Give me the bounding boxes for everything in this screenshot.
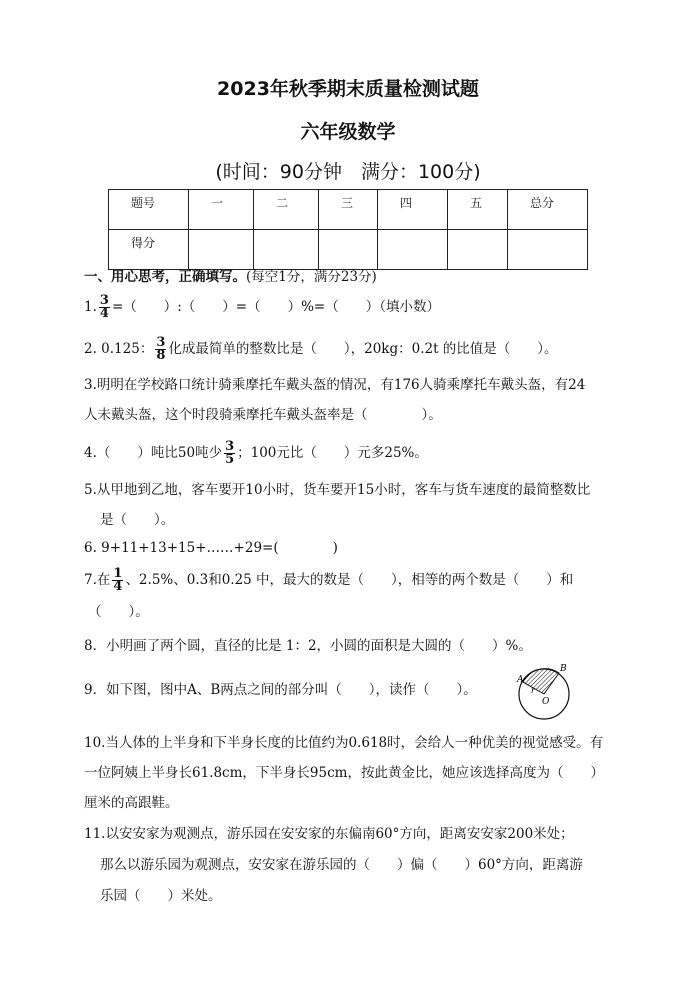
q2-prefix: 2. 0.125：	[84, 341, 154, 357]
question-3-line-2: 人未戴头盔，这个时段骑乘摩托车戴头盔率是（ ）。	[84, 407, 442, 423]
question-2	[84, 337, 558, 362]
question-10-line-1: 10.当人体的上半身和下半身长度的比值约为0.618时，会给人一种优美的视觉感受。有	[84, 735, 604, 751]
question-7	[84, 568, 573, 593]
fraction-denominator: 8	[156, 348, 166, 363]
question-3-line-1: 3.明明在学校路口统计骑乘摩托车戴头盔的情况，有176人骑乘摩托车戴头盔，有24	[84, 377, 586, 393]
question-11-line-1: 11.以安安家为观测点，游乐园在安安家的东偏南60°方向，距离安安家200米处；	[84, 826, 574, 842]
exam-subtitle: 六年级数学	[300, 121, 396, 143]
score-input-cell[interactable]	[189, 230, 254, 270]
score-input-cell[interactable]	[378, 230, 448, 270]
question-4	[84, 441, 428, 466]
fraction-numerator: 1	[113, 566, 123, 581]
question-6: 6. 9+11+13+15+……+29=( )	[84, 540, 338, 556]
q4-text: ；100元比（ ）元多25%。	[237, 445, 428, 461]
q1-text: =（ ）:（ ）=（ ）%=（ ）（填小数）	[111, 299, 440, 315]
fraction-denominator: 4	[99, 306, 109, 321]
score-input-cell[interactable]	[254, 230, 319, 270]
point-a-label: A	[517, 675, 524, 685]
question-5-line-1: 5.从甲地到乙地，客车要开10小时，货车要开15小时，客车与货车速度的最简整数比	[84, 482, 591, 498]
question-10-line-2: 一位阿姨上半身长61.8cm，下半身长95cm，按此黄金比，她应该选择高度为（ ）	[84, 765, 604, 781]
question-11-line-2: 那么以游乐园为观测点，安安家在游乐园的（ ）偏（ ）60°方向，距离游	[100, 857, 583, 873]
q1-prefix: 1.	[84, 299, 97, 315]
score-table-cell: 一	[189, 190, 254, 230]
question-11-line-3: 乐园（ ）米处。	[100, 888, 222, 904]
score-table-score-row	[109, 230, 588, 270]
question-8: 8．小明画了两个圆，直径的比是 1：2，小圆的面积是大圆的（ ）%。	[84, 638, 532, 654]
question-5-line-2: 是（ ）。	[100, 512, 175, 528]
score-table-header-row	[109, 190, 588, 230]
question-9: 9．如下图，图中A、B两点之间的部分叫（ ），读作（ ）。	[84, 682, 477, 698]
score-table	[108, 189, 588, 270]
center-o-label: O	[542, 697, 550, 707]
score-input-cell[interactable]	[448, 230, 508, 270]
question-10-line-3: 厘米的高跟鞋。	[84, 795, 179, 811]
score-table-cell: 得分	[109, 230, 189, 270]
score-table-cell: 总分	[508, 190, 588, 230]
score-table-cell: 二	[254, 190, 319, 230]
fraction-denominator: 4	[113, 579, 123, 594]
score-table-cell: 五	[448, 190, 508, 230]
q7-text: 、2.5%、0.3̇和0.25 中，最大的数是（ ），相等的两个数是（ ）和	[125, 572, 574, 588]
point-b-label: B	[560, 664, 567, 674]
fraction-numerator: 3	[156, 335, 166, 350]
score-input-cell[interactable]	[508, 230, 588, 270]
q7-prefix: 7.在	[84, 572, 111, 588]
question-1	[84, 295, 440, 320]
q7-fraction	[112, 568, 123, 593]
score-table-cell: 三	[319, 190, 378, 230]
q4-prefix: 4.（ ）吨比50吨少	[84, 445, 223, 461]
q1-fraction	[99, 295, 110, 320]
section1-heading	[84, 267, 377, 287]
score-table-cell: 四	[378, 190, 448, 230]
fraction-denominator: 5	[225, 452, 235, 467]
exam-title: 2023年秋季期末质量检测试题	[217, 78, 479, 100]
question-7-line-2: （ ）。	[88, 604, 149, 620]
section1-title: 一、用心思考，正确填写。	[84, 269, 246, 285]
circle-arc-figure	[510, 660, 578, 722]
q4-fraction	[224, 441, 235, 466]
q2-fraction	[155, 337, 166, 362]
shaded-sector	[523, 669, 559, 694]
fraction-numerator: 3	[225, 439, 235, 454]
score-input-cell[interactable]	[319, 230, 378, 270]
section1-note: (每空1分，满分23分)	[246, 269, 377, 285]
time-info: (时间：90分钟 满分：100分)	[215, 161, 481, 183]
fraction-numerator: 3	[99, 293, 109, 308]
radius-r-label: r	[531, 686, 535, 695]
q2-text: 化成最简单的整数比是（ ），20kg：0.2t 的比值是（ ）。	[168, 341, 558, 357]
score-table-cell: 题号	[109, 190, 189, 230]
